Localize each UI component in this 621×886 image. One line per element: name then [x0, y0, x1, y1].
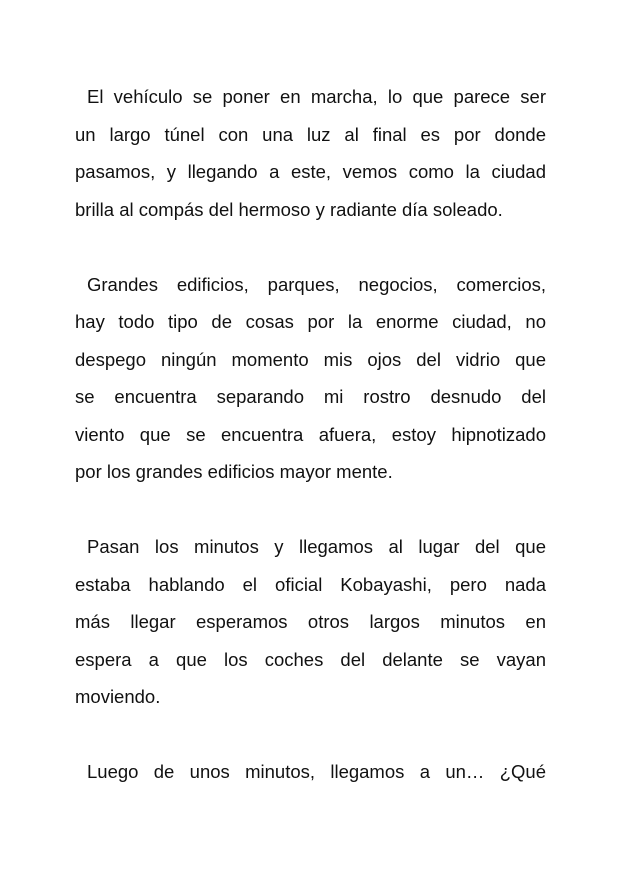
- text-line: más llegar esperamos otros largos minutos en: [75, 611, 546, 632]
- paragraph-4: [75, 753, 546, 791]
- text-line: por los grandes edificios mayor mente.: [75, 461, 393, 482]
- text-line: se encuentra separando mi rostro desnudo del: [75, 386, 546, 407]
- text-line: El vehículo se poner en marcha, lo que parece ser: [87, 86, 546, 107]
- paragraph-3: [75, 528, 546, 716]
- text-line: pasamos, y llegando a este, vemos como la ciudad: [75, 161, 546, 182]
- text-line: brilla al compás del hermoso y radiante día soleado.: [75, 198, 503, 220]
- paragraph-2: [75, 266, 546, 491]
- text-line: despego ningún momento mis ojos del vidrio que: [75, 348, 546, 370]
- text-line: estaba hablando el oficial Kobayashi, pero nada: [75, 573, 546, 595]
- text-line: moviendo.: [75, 686, 161, 707]
- text-line: Grandes edificios, parques, negocios, comercios,: [87, 273, 546, 295]
- text-line: Pasan los minutos y llegamos al lugar del que: [87, 536, 546, 557]
- text-line: hay todo tipo de cosas por la enorme ciudad, no: [75, 311, 546, 332]
- paragraph-1: [75, 78, 546, 228]
- text-line: Luego de unos minutos, llegamos a un… ¿Qué: [87, 761, 546, 782]
- text-line: un largo túnel con una luz al final es por donde: [75, 123, 546, 145]
- text-line: espera a que los coches del delante se vayan: [75, 648, 546, 670]
- document-page: [75, 78, 546, 828]
- text-line: viento que se encuentra afuera, estoy hipnotizado: [75, 423, 546, 445]
